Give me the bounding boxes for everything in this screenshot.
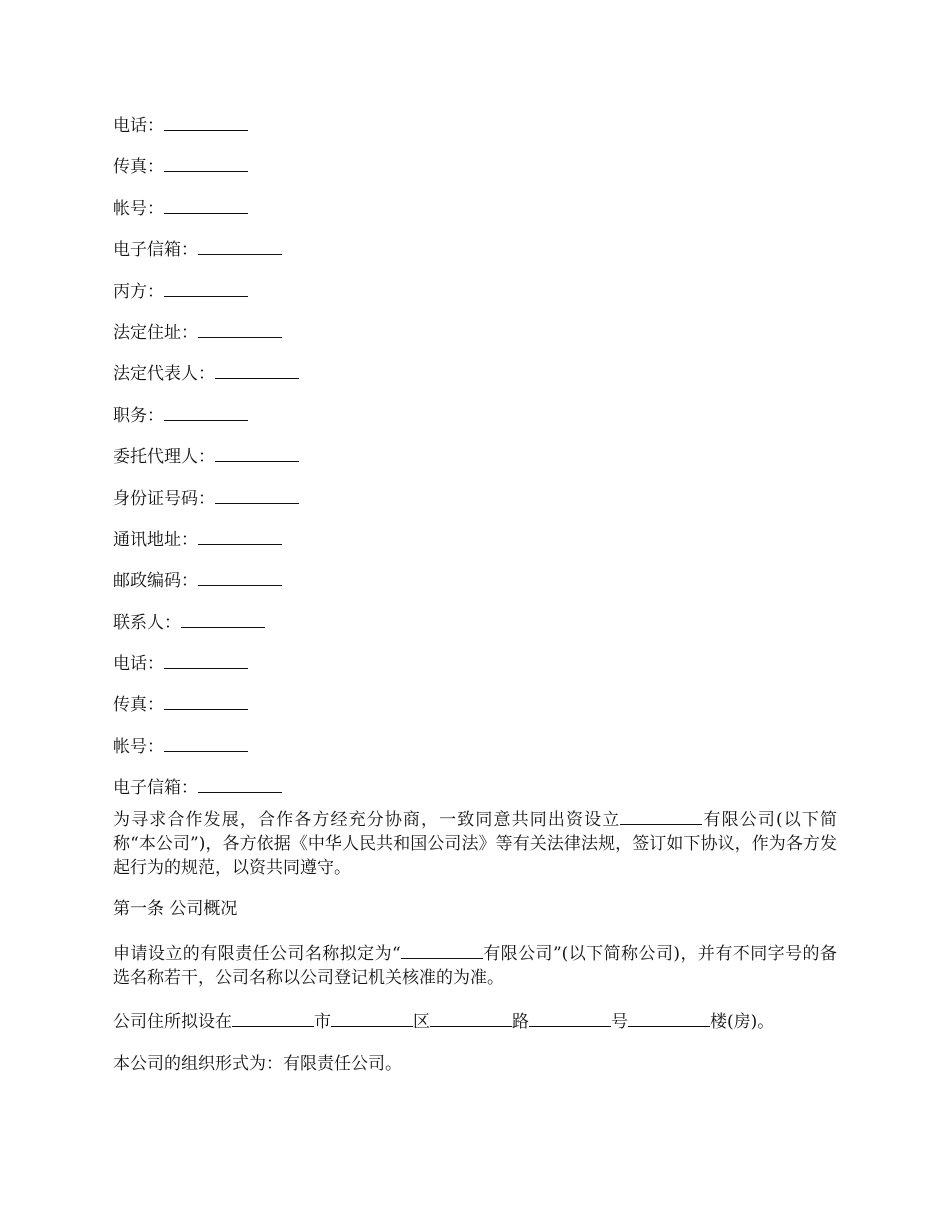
fill-in-blank[interactable]: [164, 690, 248, 710]
field-label: 职务：: [113, 405, 164, 426]
fill-in-blank[interactable]: [198, 525, 282, 545]
fill-in-blank[interactable]: [164, 401, 248, 421]
field-label: 电子信箱：: [113, 778, 198, 799]
fill-in-blank[interactable]: [198, 773, 282, 793]
field-label: 法定代表人：: [113, 364, 215, 385]
name-text-2: 有限公司”(以下简称公司)，并有不同字号的备选名称若干，公司名称以公司登记机关核准的为准。: [113, 944, 837, 989]
document-page: [113, 111, 837, 1093]
field-email-2: [113, 773, 837, 797]
name-text-1: 申请设立的有限责任公司名称拟定为“: [113, 944, 401, 965]
field-mailing-address: [113, 525, 837, 549]
field-label: 丙方：: [113, 281, 164, 302]
field-label: 帐号：: [113, 198, 164, 219]
fill-in-blank[interactable]: [215, 484, 299, 504]
fill-in-blank[interactable]: [164, 649, 248, 669]
field-agent: [113, 442, 837, 466]
company-name-paragraph: [113, 939, 837, 990]
field-legal-address: [113, 318, 837, 342]
fill-in-blank[interactable]: [164, 194, 248, 214]
field-label: 邮政编码：: [113, 571, 198, 592]
field-label: 通讯地址：: [113, 529, 198, 550]
field-label: 传真：: [113, 695, 164, 716]
field-label: 委托代理人：: [113, 447, 215, 468]
address-district: 区: [413, 1012, 430, 1033]
field-label: 帐号：: [113, 736, 164, 757]
field-label: 法定住址：: [113, 322, 198, 343]
field-email: [113, 235, 837, 259]
fill-in-blank[interactable]: [198, 235, 282, 255]
address-building: 楼(房)。: [710, 1012, 775, 1033]
field-account-2: [113, 732, 837, 756]
fill-in-blank[interactable]: [181, 608, 265, 628]
fill-in-blank[interactable]: [164, 152, 248, 172]
field-position: [113, 401, 837, 425]
field-label: 传真：: [113, 157, 164, 178]
city-blank[interactable]: [232, 1007, 314, 1027]
field-phone-2: [113, 649, 837, 673]
fill-in-blank[interactable]: [164, 732, 248, 752]
field-label: 电话：: [113, 654, 164, 675]
intro-paragraph: [113, 805, 837, 880]
article-1-title: 第一条 公司概况: [113, 899, 238, 920]
number-blank[interactable]: [529, 1007, 611, 1027]
org-form-paragraph: 本公司的组织形式为：有限责任公司。: [113, 1054, 402, 1075]
road-blank[interactable]: [430, 1007, 512, 1027]
field-fax: [113, 152, 837, 176]
fill-in-blank[interactable]: [215, 359, 299, 379]
fill-in-blank[interactable]: [164, 111, 248, 131]
fill-in-blank[interactable]: [198, 318, 282, 338]
field-id-number: [113, 484, 837, 508]
fill-in-blank[interactable]: [164, 277, 248, 297]
field-fax-2: [113, 690, 837, 714]
fill-in-blank[interactable]: [198, 566, 282, 586]
district-blank[interactable]: [331, 1007, 413, 1027]
field-postal-code: [113, 566, 837, 590]
fill-in-blank[interactable]: [215, 442, 299, 462]
address-road: 路: [512, 1012, 529, 1033]
field-label: 联系人：: [113, 612, 181, 633]
intro-text-1: 为寻求合作发展，合作各方经充分协商，一致同意共同出资设立: [113, 810, 621, 831]
intro-text-2: 有限公司(以下简称“本公司”)，各方依据《中华人民共和国公司法》等有关法律法规，签订如下协议，作为各方发起行为的规范，以资共同遵守。: [113, 810, 837, 879]
company-address-line: [113, 1007, 837, 1034]
field-legal-representative: [113, 359, 837, 383]
address-prefix: 公司住所拟设在: [113, 1012, 232, 1033]
field-contact: [113, 608, 837, 632]
address-number: 号: [611, 1012, 628, 1033]
field-account: [113, 194, 837, 218]
field-phone: [113, 111, 837, 135]
address-city: 市: [314, 1012, 331, 1033]
company-name-blank-2[interactable]: [401, 939, 483, 959]
building-blank[interactable]: [628, 1007, 710, 1027]
field-label: 身份证号码：: [113, 488, 215, 509]
field-label: 电子信箱：: [113, 240, 198, 261]
field-party-c: [113, 277, 837, 301]
company-name-blank[interactable]: [620, 805, 702, 825]
field-label: 电话：: [113, 116, 164, 136]
